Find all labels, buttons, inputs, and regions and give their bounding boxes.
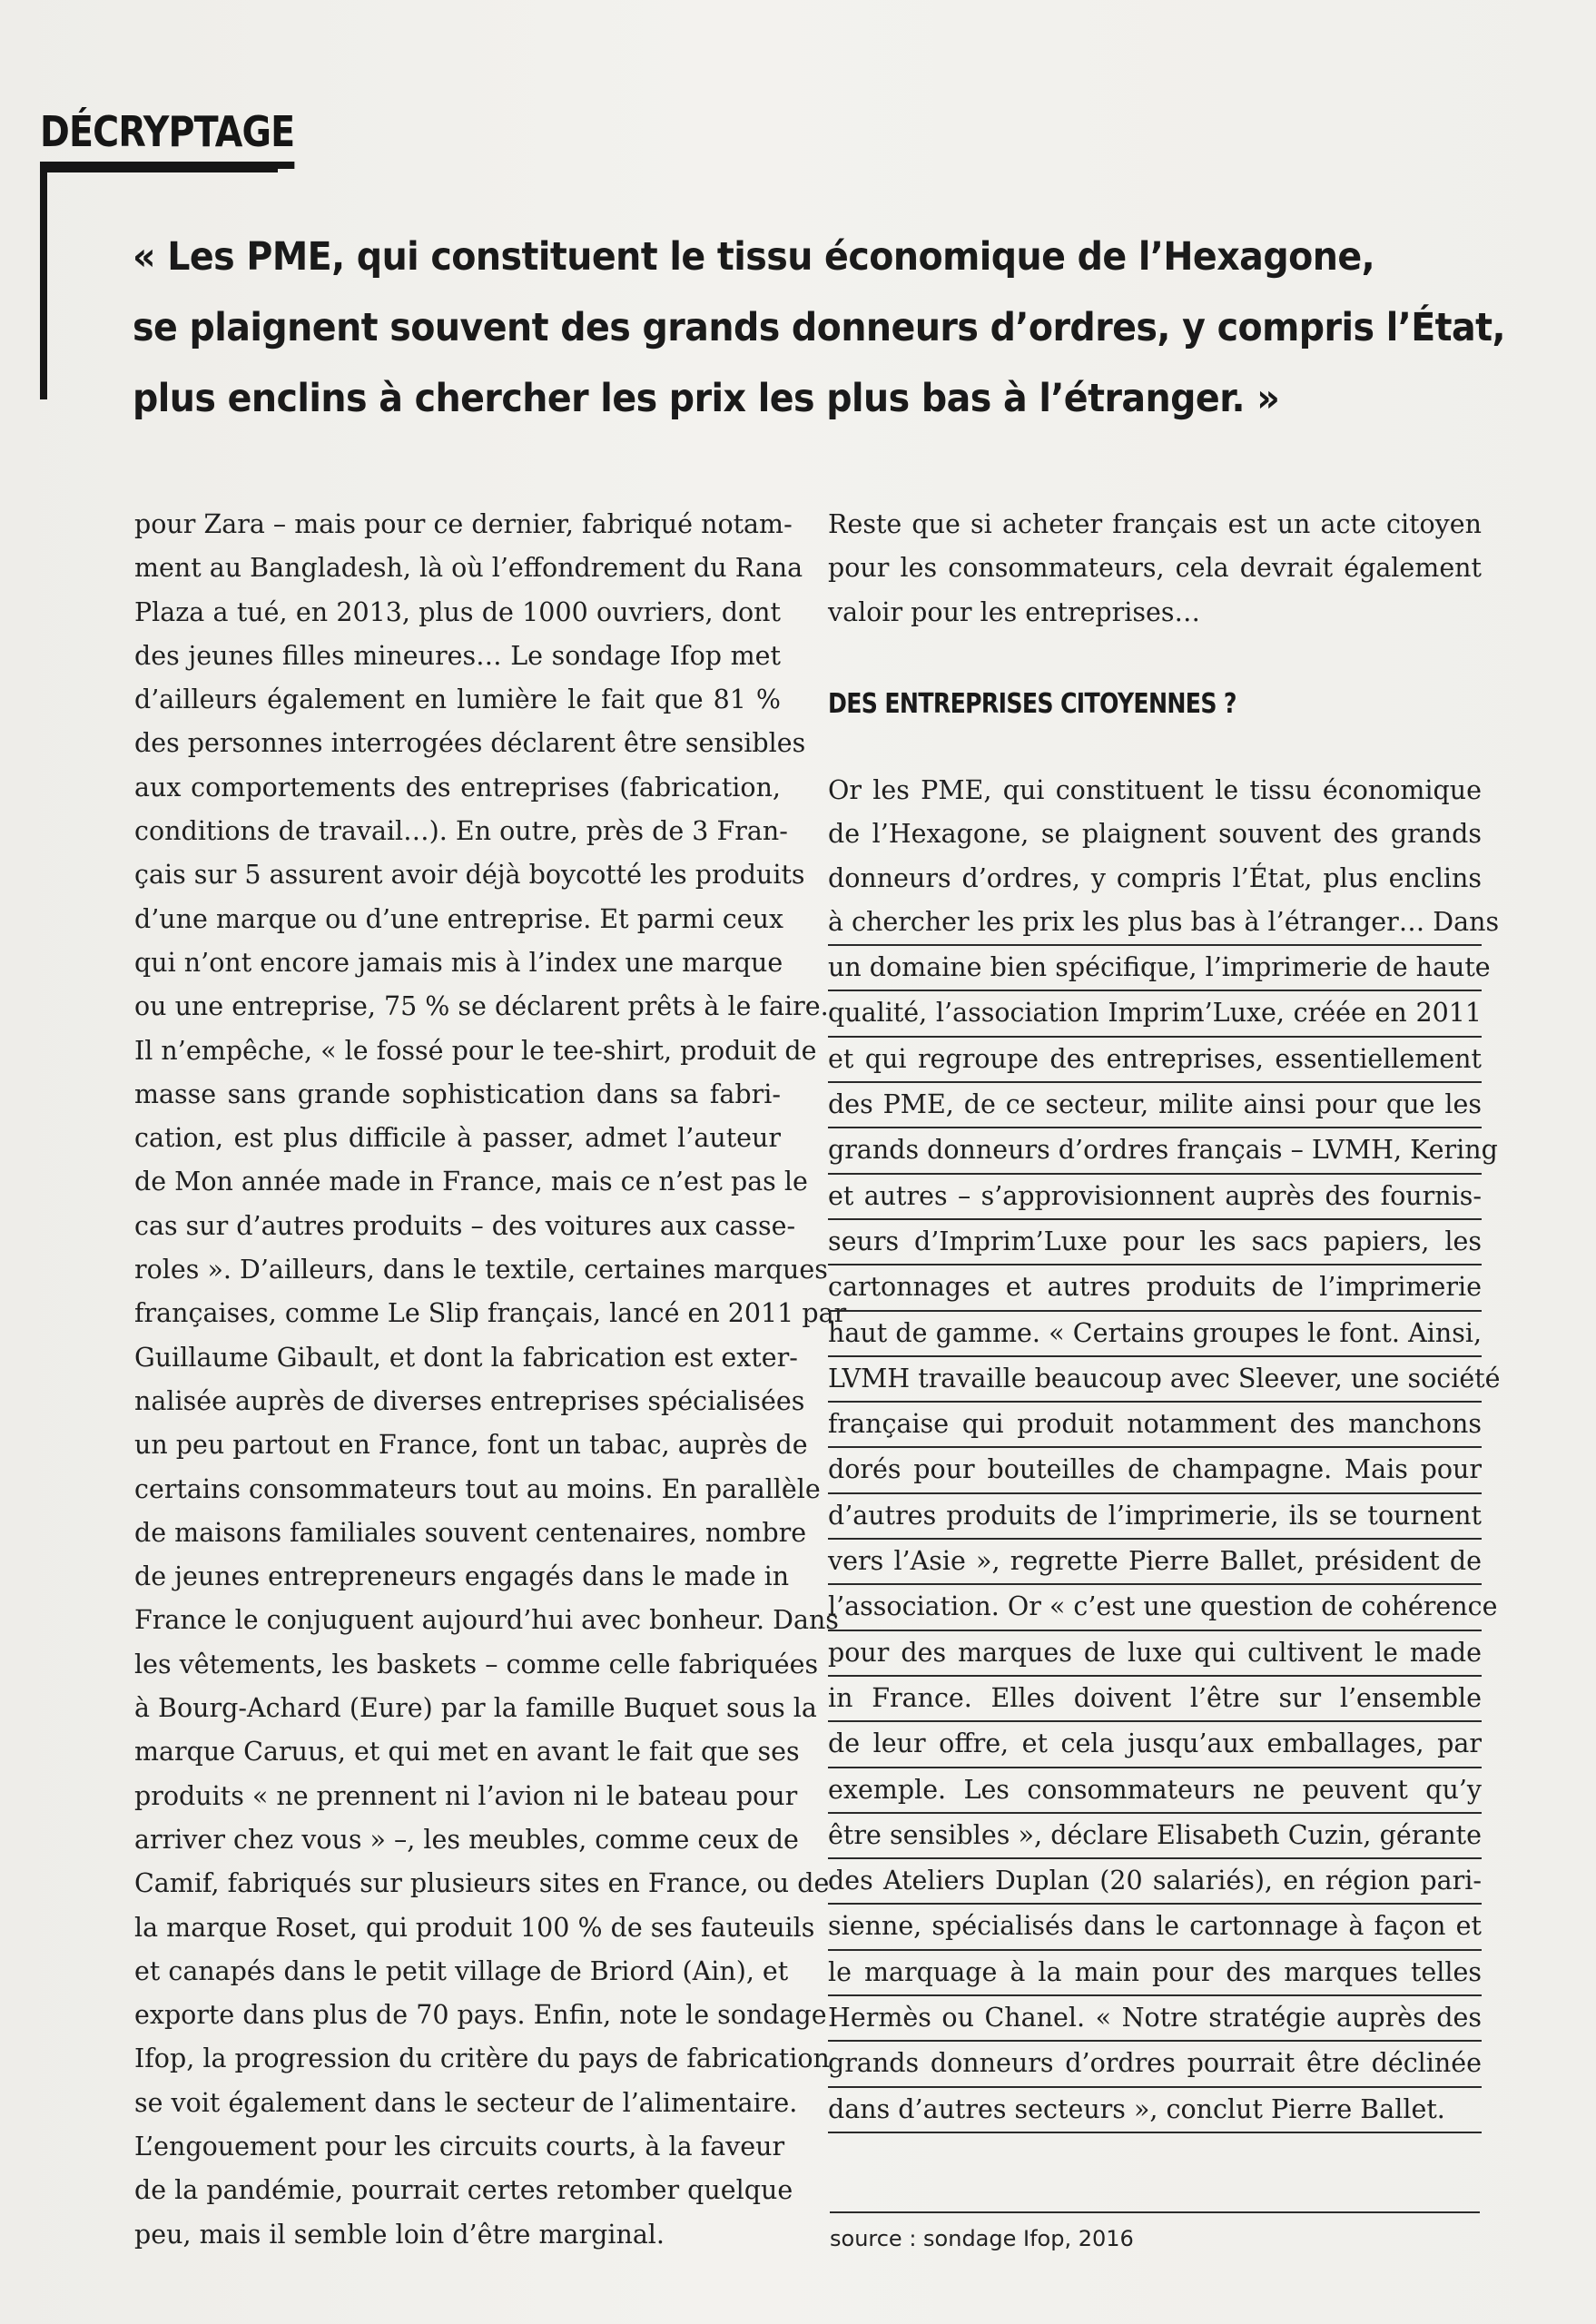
source-rule — [830, 2211, 1480, 2213]
text-line: pour Zara – mais pour ce dernier, fabriqué notam- — [134, 509, 793, 539]
text-line: grands donneurs d’ordres français – LVMH, Kering — [828, 1128, 1482, 1174]
text-line: un peu partout en France, font un tabac, auprès de — [134, 1430, 808, 1461]
text-line: Or les PME, qui constituent le tissu économique — [828, 775, 1482, 805]
text-line: de maisons familiales souvent centenaires, nombre — [134, 1517, 807, 1548]
section-label: DÉCRYPTAGE — [40, 107, 294, 169]
text-line: Ifop, la progression du critère du pays de fabrication — [134, 2043, 830, 2074]
text-line: d’ailleurs également en lumière le fait que 81 % — [134, 684, 781, 715]
text-line: dorés pour bouteilles de champagne. Mais pour — [828, 1448, 1482, 1493]
text-line: Camif, fabriqués sur plusieurs sites en France, ou de — [134, 1868, 830, 1899]
text-line: française qui produit notamment des manchons — [828, 1403, 1482, 1448]
article-right-body — [828, 769, 1501, 2133]
pull-quote-line: « Les PME, qui constituent le tissu économique de l’Hexagone, — [133, 234, 1375, 280]
text-line: des personnes interrogées déclarent être sensibles — [134, 728, 806, 759]
text-line: exemple. Les consommateurs ne peuvent qu’y — [828, 1768, 1482, 1814]
pull-quote-line: se plaignent souvent des grands donneurs d’ordres, y compris l’État, — [133, 305, 1506, 350]
text-line: grands donneurs d’ordres pourrait être déclinée — [828, 2042, 1482, 2087]
text-line: de Mon année made in France, mais ce n’est pas le — [134, 1167, 808, 1197]
text-line: produits « ne prennent ni l’avion ni le bateau pour — [134, 1780, 798, 1811]
text-line: marque Caruus, et qui met en avant le fait que ses — [134, 1737, 800, 1768]
text-line: de l’Hexagone, se plaignent souvent des grands — [828, 819, 1482, 850]
article-right-intro — [828, 503, 1482, 635]
text-line: cartonnages et autres produits de l’imprimerie — [828, 1265, 1482, 1311]
text-line: l’association. Or « c’est une question de cohérence — [828, 1585, 1482, 1630]
text-line: çais sur 5 assurent avoir déjà boycotté les produits — [134, 860, 805, 891]
text-line: de la pandémie, pourrait certes retomber quelque — [134, 2175, 793, 2206]
text-line: les vêtements, les baskets – comme celle fabriquées — [134, 1649, 819, 1679]
article-left-column — [134, 503, 847, 2257]
text-line: à Bourg-Achard (Eure) par la famille Buquet sous la — [134, 1693, 817, 1724]
text-line: ment au Bangladesh, là où l’effondrement du Rana — [134, 553, 803, 584]
text-line: et canapés dans le petit village de Briord (Ain), et — [134, 1955, 789, 1986]
text-line: la marque Roset, qui produit 100 % de ses fauteuils — [134, 1912, 815, 1943]
pull-quote — [133, 222, 1549, 434]
text-line: cas sur d’autres produits – des voitures aux casse- — [134, 1210, 796, 1241]
text-line: des Ateliers Duplan (20 salariés), en région pari- — [828, 1859, 1482, 1905]
text-line: de jeunes entrepreneurs engagés dans le made in — [134, 1561, 790, 1592]
text-line: vers l’Asie », regrette Pierre Ballet, président de — [828, 1540, 1482, 1585]
text-line: Guillaume Gibault, et dont la fabrication est exter- — [134, 1342, 798, 1373]
text-line: haut de gamme. « Certains groupes le font. Ainsi, — [828, 1312, 1482, 1357]
text-line: nalisée auprès de diverses entreprises spécialisées — [134, 1385, 805, 1416]
text-line: LVMH travaille beaucoup avec Sleever, une société — [828, 1357, 1482, 1403]
text-line: arriver chez vous » –, les meubles, comme ceux de — [134, 1824, 799, 1855]
text-line: France le conjuguent aujourd’hui avec bonheur. Dans — [134, 1605, 839, 1636]
text-line: des PME, de ce secteur, milite ainsi pour que les — [828, 1083, 1482, 1128]
text-line: conditions de travail…). En outre, près de 3 Fran- — [134, 816, 788, 847]
text-line: seurs d’Imprim’Luxe pour les sacs papiers, les — [828, 1220, 1482, 1265]
pull-quote-rule — [40, 165, 278, 172]
text-line: in France. Elles doivent l’être sur l’ensemble — [828, 1677, 1482, 1722]
text-line: sienne, spécialisés dans le cartonnage à façon et — [828, 1905, 1482, 1950]
text-line: valoir pour les entreprises… — [828, 596, 1201, 627]
text-line: L’engouement pour les circuits courts, à la faveur — [134, 2131, 785, 2162]
text-line: exporte dans plus de 70 pays. Enfin, note le sondage — [134, 2000, 827, 2031]
text-line: qualité, l’association Imprim’Luxe, créée en 2011 — [828, 991, 1482, 1037]
text-line: être sensibles », déclare Elisabeth Cuzin, gérante — [828, 1814, 1482, 1859]
text-line: pour les consommateurs, cela devrait également — [828, 553, 1482, 584]
text-line: d’une marque ou d’une entreprise. Et parmi ceux — [134, 903, 784, 934]
text-line: pour des marques de luxe qui cultivent le made — [828, 1631, 1482, 1677]
text-line: donneurs d’ordres, y compris l’État, plus enclins — [828, 862, 1482, 893]
pull-quote-bar — [40, 165, 47, 399]
text-line: qui n’ont encore jamais mis à l’index une marque — [134, 947, 783, 978]
text-line: Il n’empêche, « le fossé pour le tee-shirt, produit de — [134, 1035, 817, 1066]
text-line: d’autres produits de l’imprimerie, ils se tournent — [828, 1494, 1482, 1540]
text-line: Hermès ou Chanel. « Notre stratégie auprès des — [828, 1996, 1482, 2042]
text-line: se voit également dans le secteur de l’alimentaire. — [134, 2087, 798, 2118]
text-line: de leur offre, et cela jusqu’aux emballages, par — [828, 1722, 1482, 1768]
text-line: cation, est plus difficile à passer, admet l’auteur — [134, 1123, 781, 1154]
pull-quote-line: plus enclins à chercher les prix les plus bas à l’étranger. » — [133, 376, 1280, 421]
text-line: aux comportements des entreprises (fabrication, — [134, 772, 781, 803]
text-line: des jeunes filles mineures… Le sondage Ifop met — [134, 640, 781, 671]
text-line: dans d’autres secteurs », conclut Pierre Ballet. — [828, 2088, 1482, 2133]
text-line: ou une entreprise, 75 % se déclarent prêts à le faire. — [134, 991, 829, 1022]
text-line: à chercher les prix les plus bas à l’étranger… Dans — [828, 901, 1482, 946]
text-line: roles ». D’ailleurs, dans le textile, certaines marques — [134, 1255, 828, 1285]
text-line: et autres – s’approvisionnent auprès des fournis- — [828, 1175, 1482, 1220]
source-note: source : sondage Ifop, 2016 — [830, 2226, 1134, 2251]
text-line: Plaza a tué, en 2013, plus de 1000 ouvriers, dont — [134, 596, 781, 627]
text-line: le marquage à la main pour des marques telles — [828, 1951, 1482, 1996]
text-line: peu, mais il semble loin d’être marginal. — [134, 2219, 665, 2250]
text-line: un domaine bien spécifique, l’imprimerie de haute — [828, 946, 1482, 991]
text-line: Reste que si acheter français est un acte citoyen — [828, 509, 1482, 539]
section-subheading: DES ENTREPRISES CITOYENNES ? — [828, 688, 1236, 720]
text-line: françaises, comme Le Slip français, lancé en 2011 par — [134, 1298, 847, 1329]
text-line: et qui regroupe des entreprises, essentiellement — [828, 1038, 1482, 1083]
text-line: masse sans grande sophistication dans sa fabri- — [134, 1078, 781, 1109]
text-line: certains consommateurs tout au moins. En parallèle — [134, 1473, 821, 1504]
